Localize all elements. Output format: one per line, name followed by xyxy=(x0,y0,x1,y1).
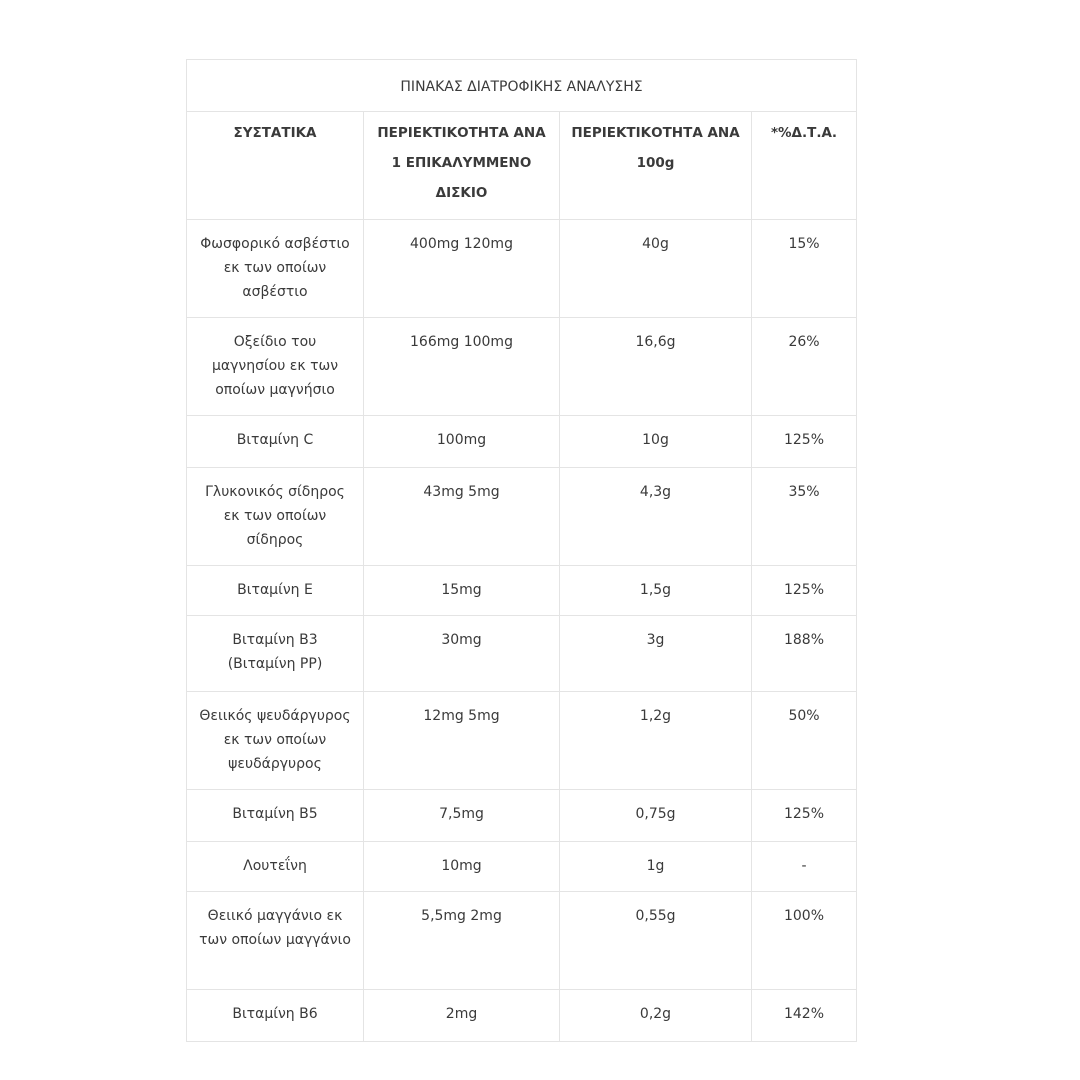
rda-percent: 125% xyxy=(752,416,857,468)
amount-per-tablet: 43mg 5mg xyxy=(364,468,560,566)
ingredient-name: Βιταμίνη C xyxy=(187,416,364,468)
amount-per-100g: 0,75g xyxy=(560,790,752,842)
table-row xyxy=(187,220,857,318)
table-row xyxy=(187,790,857,842)
ingredient-name: Βιταμίνη Β5 xyxy=(187,790,364,842)
amount-per-tablet: 30mg xyxy=(364,616,560,692)
column-header-per-tablet: ΠΕΡΙΕΚΤΙΚΟΤΗΤΑ ΑΝΑ 1 ΕΠΙΚΑΛΥΜΜΕΝΟ ΔΙΣΚΙΟ xyxy=(364,112,560,220)
rda-percent: 15% xyxy=(752,220,857,318)
amount-per-tablet: 100mg xyxy=(364,416,560,468)
table-row xyxy=(187,692,857,790)
table-header-row xyxy=(187,112,857,220)
table-title: ΠΙΝΑΚΑΣ ΔΙΑΤΡΟΦΙΚΗΣ ΑΝΑΛΥΣΗΣ xyxy=(187,60,857,112)
amount-per-tablet: 7,5mg xyxy=(364,790,560,842)
table-row xyxy=(187,616,857,692)
column-header-ingredients: ΣΥΣΤΑΤΙΚΑ xyxy=(187,112,364,220)
amount-per-100g: 1,2g xyxy=(560,692,752,790)
ingredient-name: Φωσφορικό ασβέστιο εκ των οποίων ασβέστιο xyxy=(187,220,364,318)
ingredient-name: Βιταμίνη Ε xyxy=(187,566,364,616)
amount-per-100g: 10g xyxy=(560,416,752,468)
table-row xyxy=(187,566,857,616)
amount-per-tablet: 2mg xyxy=(364,990,560,1042)
table-title-row xyxy=(187,60,857,112)
amount-per-100g: 16,6g xyxy=(560,318,752,416)
amount-per-tablet: 10mg xyxy=(364,842,560,892)
rda-percent: 50% xyxy=(752,692,857,790)
amount-per-tablet: 12mg 5mg xyxy=(364,692,560,790)
column-header-per-100g: ΠΕΡΙΕΚΤΙΚΟΤΗΤΑ ΑΝΑ 100g xyxy=(560,112,752,220)
rda-percent: 142% xyxy=(752,990,857,1042)
rda-percent: 100% xyxy=(752,892,857,990)
ingredient-name: Λουτεΐνη xyxy=(187,842,364,892)
table-row xyxy=(187,468,857,566)
amount-per-tablet: 5,5mg 2mg xyxy=(364,892,560,990)
amount-per-tablet: 166mg 100mg xyxy=(364,318,560,416)
column-header-rda-percent: *%Δ.Τ.Α. xyxy=(752,112,857,220)
amount-per-100g: 4,3g xyxy=(560,468,752,566)
table-row xyxy=(187,990,857,1042)
amount-per-100g: 0,55g xyxy=(560,892,752,990)
table-row xyxy=(187,842,857,892)
rda-percent: 188% xyxy=(752,616,857,692)
rda-percent: - xyxy=(752,842,857,892)
rda-percent: 125% xyxy=(752,790,857,842)
ingredient-name: Βιταμίνη Β6 xyxy=(187,990,364,1042)
amount-per-100g: 40g xyxy=(560,220,752,318)
amount-per-100g: 3g xyxy=(560,616,752,692)
amount-per-tablet: 15mg xyxy=(364,566,560,616)
amount-per-100g: 1,5g xyxy=(560,566,752,616)
table-row xyxy=(187,318,857,416)
ingredient-name: Θειικό μαγγάνιο εκ των οποίων μαγγάνιο xyxy=(187,892,364,990)
ingredient-name: Θειικός ψευδάργυρος εκ των οποίων ψευδάργυρος xyxy=(187,692,364,790)
amount-per-100g: 0,2g xyxy=(560,990,752,1042)
ingredient-name: Βιταμίνη Β3 (Βιταμίνη PP) xyxy=(187,616,364,692)
table-row xyxy=(187,416,857,468)
amount-per-tablet: 400mg 120mg xyxy=(364,220,560,318)
ingredient-name: Οξείδιο του μαγνησίου εκ των οποίων μαγνήσιο xyxy=(187,318,364,416)
ingredient-name: Γλυκονικός σίδηρος εκ των οποίων σίδηρος xyxy=(187,468,364,566)
rda-percent: 125% xyxy=(752,566,857,616)
table-row xyxy=(187,892,857,990)
rda-percent: 26% xyxy=(752,318,857,416)
rda-percent: 35% xyxy=(752,468,857,566)
amount-per-100g: 1g xyxy=(560,842,752,892)
nutrition-analysis-table xyxy=(186,59,857,1042)
